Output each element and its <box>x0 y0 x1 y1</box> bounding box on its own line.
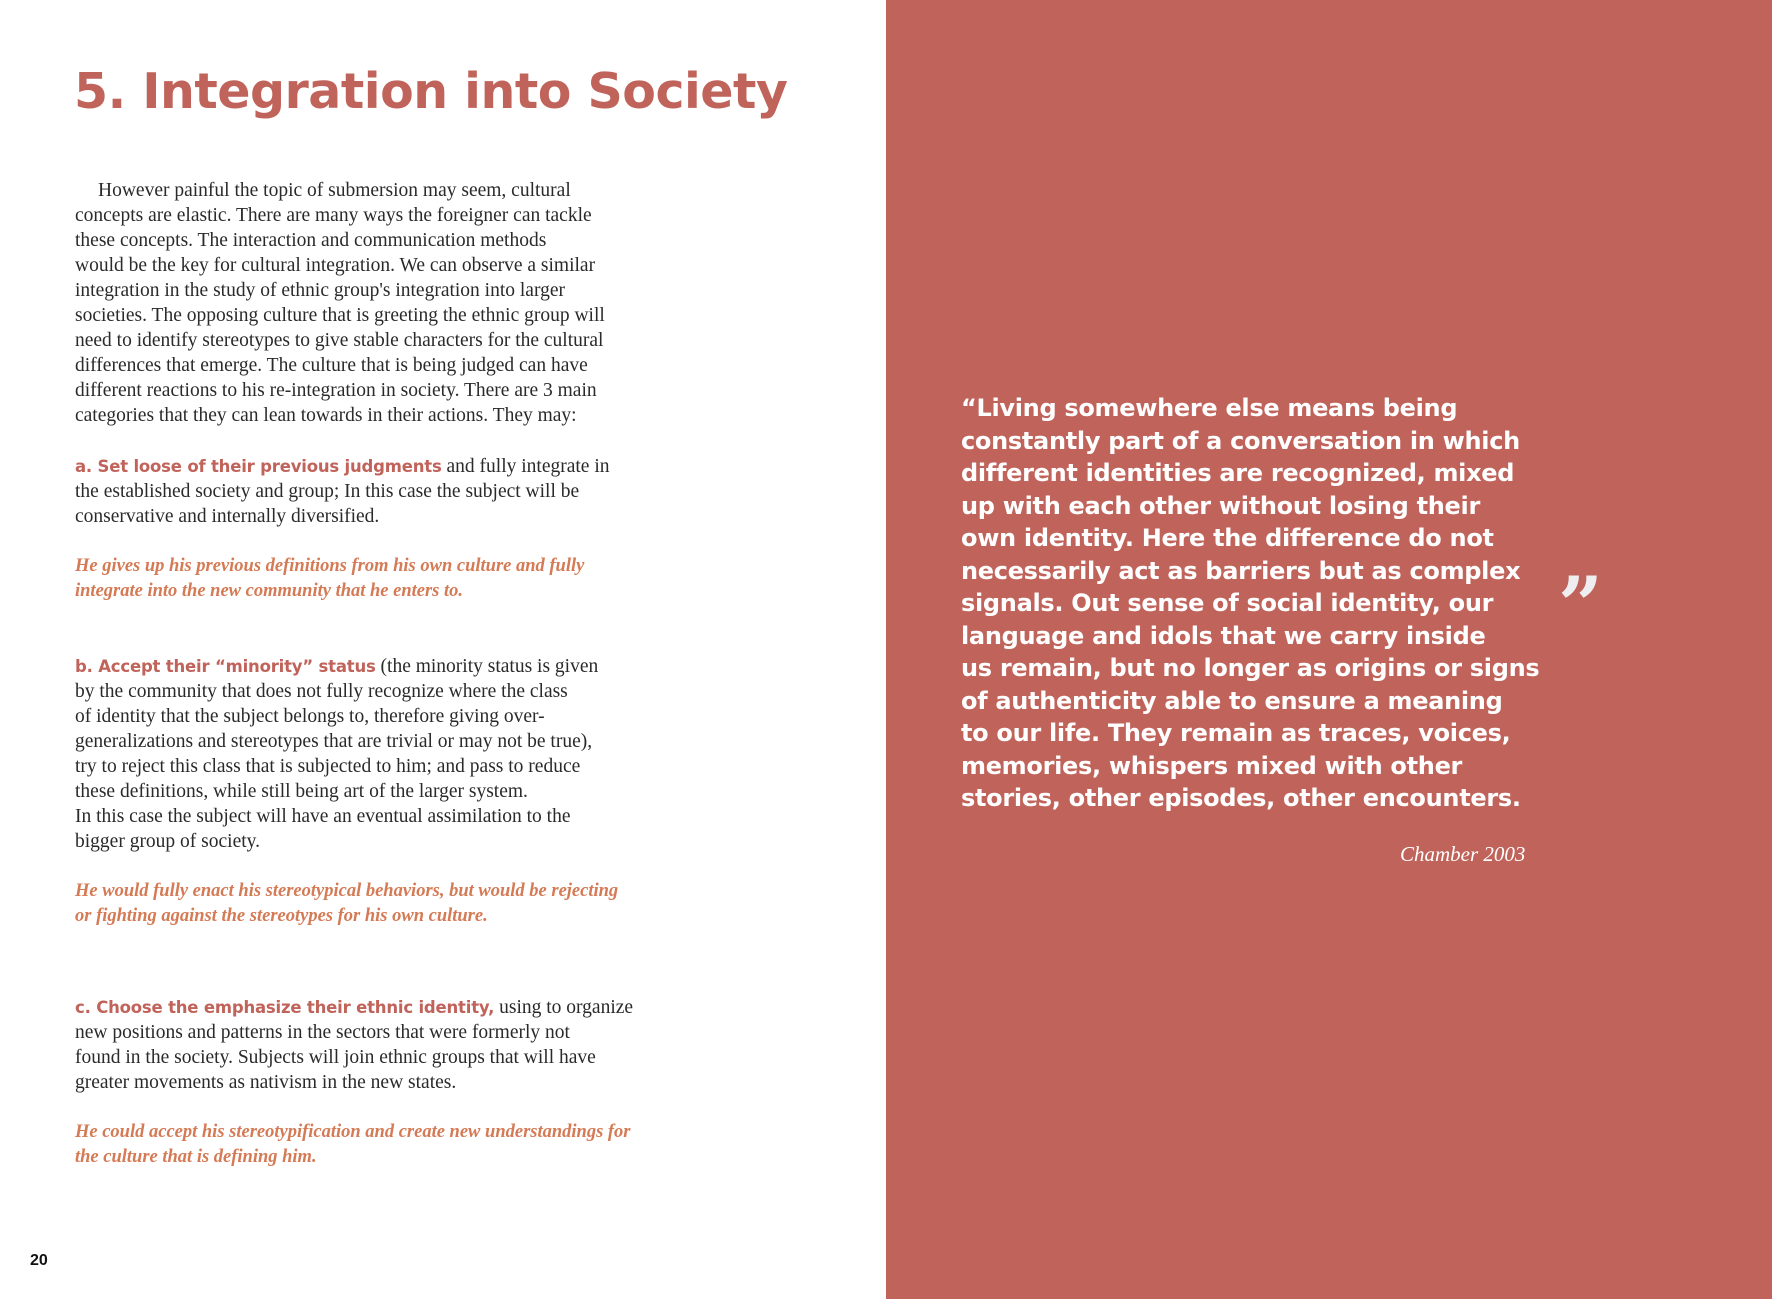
page-title: 5. Integration into Society <box>74 63 788 120</box>
section-b-note: or fighting against the stereotypes for his own culture. <box>75 906 488 926</box>
intro-line: differences that emerge. The culture that is being judged can have <box>75 355 588 376</box>
section-c-text: using to organize <box>494 997 634 1018</box>
section-c-note: He could accept his stereotypification and create new understandings for <box>75 1122 631 1142</box>
section-a-line: the established society and group; In this case the subject will be <box>75 481 580 502</box>
section-b-heading: b. Accept their “minority” status <box>75 657 376 676</box>
section-a-text: and fully integrate in <box>441 456 610 477</box>
section-c-note: the culture that is defining him. <box>75 1147 317 1167</box>
quote-line: language and idols that we carry inside <box>961 621 1486 650</box>
section-c-first-line <box>75 995 633 1020</box>
section-c-line: found in the society. Subjects will join ethnic groups that will have <box>75 1047 596 1068</box>
quote-line: signals. Out sense of social identity, our <box>961 589 1494 617</box>
section-b-note: He would fully enact his stereotypical behaviors, but would be rejecting <box>75 881 619 901</box>
section-a-note: integrate into the new community that he enters to. <box>75 581 464 601</box>
intro-line: would be the key for cultural integration. We can observe a similar <box>75 255 596 276</box>
section-c-heading: c. Choose the emphasize their ethnic identity, <box>75 998 495 1017</box>
quote-line: own identity. Here the difference do not <box>961 524 1494 552</box>
quote-line: to our life. They remain as traces, voices, <box>961 719 1511 747</box>
page-number: 20 <box>30 1252 48 1269</box>
section-c-line: greater movements as nativism in the new states. <box>75 1072 457 1093</box>
intro-line: societies. The opposing culture that is greeting the ethnic group will <box>75 305 605 326</box>
intro-line: categories that they can lean towards in their actions. They may: <box>75 405 577 426</box>
section-b-line: In this case the subject will have an eventual assimilation to the <box>75 806 571 827</box>
section-b-line: generalizations and stereotypes that are trivial or may not be true), <box>75 731 593 752</box>
intro-line: However painful the topic of submersion may seem, cultural <box>98 180 571 201</box>
quote-line: necessarily act as barriers but as complex <box>961 556 1521 585</box>
section-a-note: He gives up his previous definitions from his own culture and fully <box>75 556 585 576</box>
intro-line: these concepts. The interaction and communication methods <box>75 230 547 251</box>
intro-line: integration in the study of ethnic group's integration into larger <box>75 280 566 301</box>
quote-line: stories, other episodes, other encounters. <box>961 784 1521 812</box>
quote-line: constantly part of a conversation in which <box>961 426 1520 455</box>
intro-line: concepts are elastic. There are many ways the foreigner can tackle <box>75 205 592 226</box>
quote-line: different identities are recognized, mixed <box>961 459 1515 487</box>
section-c-line: new positions and patterns in the sectors that were formerly not <box>75 1022 570 1043</box>
section-b-line: of identity that the subject belongs to, therefore giving over- <box>75 706 545 727</box>
section-b-text: (the minority status is given <box>375 656 599 677</box>
quote-line: memories, whispers mixed with other <box>961 751 1463 780</box>
section-b-first-line <box>75 654 598 679</box>
section-b-line: these definitions, while still being art of the larger system. <box>75 781 528 802</box>
quote-line: up with each other without losing their <box>961 491 1480 520</box>
quote-attribution: Chamber 2003 <box>1400 842 1526 866</box>
quote-line: “Living somewhere else means being <box>961 394 1458 422</box>
section-b-line: by the community that does not fully recognize where the class <box>75 681 568 702</box>
intro-line: need to identify stereotypes to give stable characters for the cultural <box>75 330 604 351</box>
intro-line: different reactions to his re-integration in society. There are 3 main <box>75 380 597 401</box>
section-b-line: try to reject this class that is subjected to him; and pass to reduce <box>75 756 581 777</box>
section-a-first-line <box>75 454 610 479</box>
closing-quote-icon: ” <box>1558 560 1603 651</box>
quote-line: of authenticity able to ensure a meaning <box>961 686 1503 715</box>
section-a-heading: a. Set loose of their previous judgments <box>75 457 442 476</box>
section-a-line: conservative and internally diversified. <box>75 506 380 527</box>
section-b-line: bigger group of society. <box>75 831 261 852</box>
quote-line: us remain, but no longer as origins or signs <box>961 654 1540 682</box>
